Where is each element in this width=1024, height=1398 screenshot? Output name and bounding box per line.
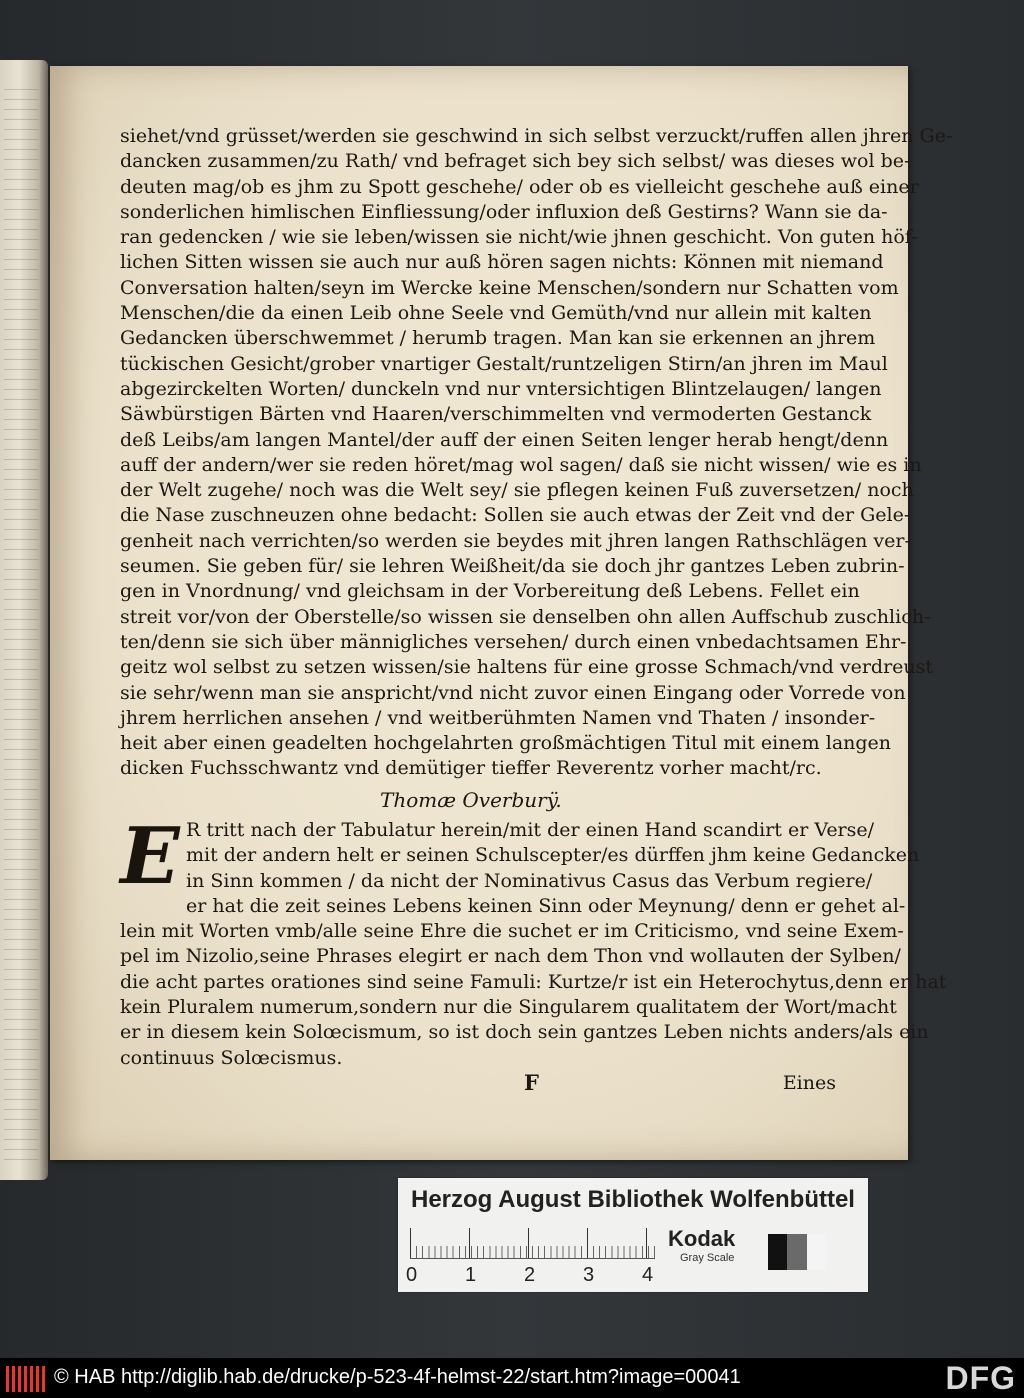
signature-mark: F [524,1070,539,1095]
ruler-number: 2 [524,1264,536,1286]
text-line: er in diesem kein Solœcismum, so ist doch sein gantzes Leben nichts anders/als ein [120,1021,929,1044]
ruler-number: 4 [642,1264,654,1286]
facing-page-edge [0,60,48,1180]
library-color-card [398,1178,868,1292]
text-line: dicken Fuchsschwantz vnd demütiger tieffer Reverentz vorher macht/rc. [120,757,822,780]
footer-bar [0,1358,1024,1398]
text-line: tückischen Gesicht/grober vnartiger Gestalt/runtzeligen Stirn/an jhren im Maul [120,352,888,375]
section-text [120,811,947,1071]
text-line: Säwbürstigen Bärten vnd Haaren/verschimmelten vnd vermoderten Gestanck [120,403,872,426]
ruler-number: 3 [583,1264,595,1286]
ruler-major-tick [587,1228,588,1258]
text-line: gen in Vnordnung/ vnd gleichsam in der Vorbereitung deß Lebens. Fellet ein [120,580,860,603]
text-line: geitz wol selbst zu setzen wissen/sie haltens für eine grosse Schmach/vnd verdreust [120,656,934,679]
text-line: sie sehr/wenn man sie anspricht/vnd nicht zuvor einen Eingang oder Vorrede von [120,681,906,704]
text-line: heit aber einen geadelten hochgelahrten großmächtigen Titul mit einem langen [120,732,892,755]
text-line: jhrem herrlichen ansehen / vnd weitberühmten Namen vnd Thaten / insonder- [120,706,876,729]
text-line: siehet/vnd grüsset/werden sie geschwind in sich selbst verzuckt/ruffen allen jhren Ge- [120,125,953,147]
ruler-major-tick [410,1228,411,1258]
text-line: deß Leibs/am langen Mantel/der auff der einen Seiten lenger herab hengt/denn [120,428,889,451]
gray-swatch [768,1234,787,1270]
decorated-initial: E [120,811,180,902]
text-line: mit der andern helt er seinen Schulscepter/es dürffen jhm keine Gedancken [186,844,920,867]
text-line: ran gedencken / wie sie leben/wissen sie nicht/wie jhnen geschicht. Von guten höf- [120,226,918,249]
text-line: lein mit Worten vmb/alle seine Ehre die suchet er im Criticismo, vnd seine Exem- [120,920,904,943]
text-line: ten/denn sie sich über männigliches versehen/ durch einen vnbedachtsamen Ehr- [120,630,907,653]
text-line: Gedancken überschwemmet / herumb tragen. Man kan sie erkennen an jhrem [120,327,876,350]
text-line: die acht partes orationes sind seine Famuli: Kurtze/r ist ein Heterochytus,denn er hat [120,970,947,993]
scale-ruler [410,1228,655,1259]
text-line: sonderlichen himlischen Einfliessung/oder influxion deß Gestirns? Wann sie da- [120,200,888,223]
book-page [50,66,953,1160]
gray-swatch [807,1234,826,1270]
text-line: R tritt nach der Tabulatur herein/mit der einen Hand scandirt er Verse/ [186,819,875,841]
text-line: der Welt zugehe/ noch was die Welt sey/ sie pflegen keinen Fuß zuversetzen/ noch [120,479,914,502]
ruler-major-tick [646,1228,647,1258]
dfg-logo: DFG [945,1360,1016,1396]
section-heading: Thomæ Overburÿ. [380,788,562,812]
text-line: Conversation halten/seyn im Wercke keine Menschen/sondern nur Schatten vom [120,276,899,299]
page-footer [120,1070,836,1100]
text-line: dancken zusammen/zu Rath/ vnd befraget sich bey sich selbst/ was dieses wol be- [120,150,911,173]
text-line: streit vor/von der Oberstelle/so wissen sie denselben ohn allen Auffschub zuschlich- [120,605,931,628]
ruler-numbers [406,1264,666,1286]
text-line: in Sinn kommen / da nicht der Nominativus Casus das Verbum regiere/ [186,869,873,892]
kodak-logo: Kodak [668,1226,736,1251]
text-line: auff der andern/wer sie reden höret/mag wol sagen/ daß sie nicht wissen/ wie es in [120,453,922,476]
text-line: Menschen/die da einen Leib ohne Seele vnd Gemüth/vnd nur allein mit kalten [120,302,872,325]
ruler-number: 1 [465,1264,477,1286]
gray-scale-label: Gray Scale [680,1252,735,1264]
text-line: abgezirckelten Worten/ dunckeln vnd nur vntersichtigen Blintzelaugen/ langen [120,377,882,400]
ruler-major-tick [469,1228,470,1258]
text-line: die Nase zuschneuzen ohne bedacht: Sollen sie auch etwas der Zeit vnd der Gele- [120,504,911,527]
copyright-link[interactable]: © HAB http://diglib.hab.de/drucke/p-523-4f-helmst-22/start.htm?image=00041 [54,1366,741,1388]
gray-swatches [768,1234,826,1270]
text-line: deuten mag/ob es jhm zu Spott geschehe/ oder ob es vielleicht geschehe auß einer [120,175,919,198]
ruler-number: 0 [406,1264,418,1286]
library-name: Herzog August Bibliothek Wolfenbüttel [411,1186,855,1213]
gray-swatch [787,1234,806,1270]
barcode-icon [6,1366,46,1392]
body-text [120,124,953,782]
text-line: genheit nach verrichten/so werden sie beydes mit jhren langen Rathschlägen ver- [120,529,911,552]
catchword: Eines [782,1072,836,1094]
text-line: lichen Sitten wissen sie auch nur auß hören sagen nichts: Können mit niemand [120,251,884,274]
text-line: er hat die zeit seines Lebens keinen Sinn oder Meynung/ denn er gehet al- [186,894,906,917]
text-line: pel im Nizolio,seine Phrases elegirt er nach dem Thon vnd wollauten der Sylben/ [120,945,901,968]
text-line: continuus Solœcismus. [120,1046,343,1069]
ruler-major-tick [528,1228,529,1258]
text-line: seumen. Sie geben für/ sie lehren Weißheit/da sie doch jhr gantzes Leben zubrin- [120,555,905,578]
text-line: kein Pluralem numerum,sondern nur die Singularem qualitatem der Wort/macht [120,996,897,1019]
